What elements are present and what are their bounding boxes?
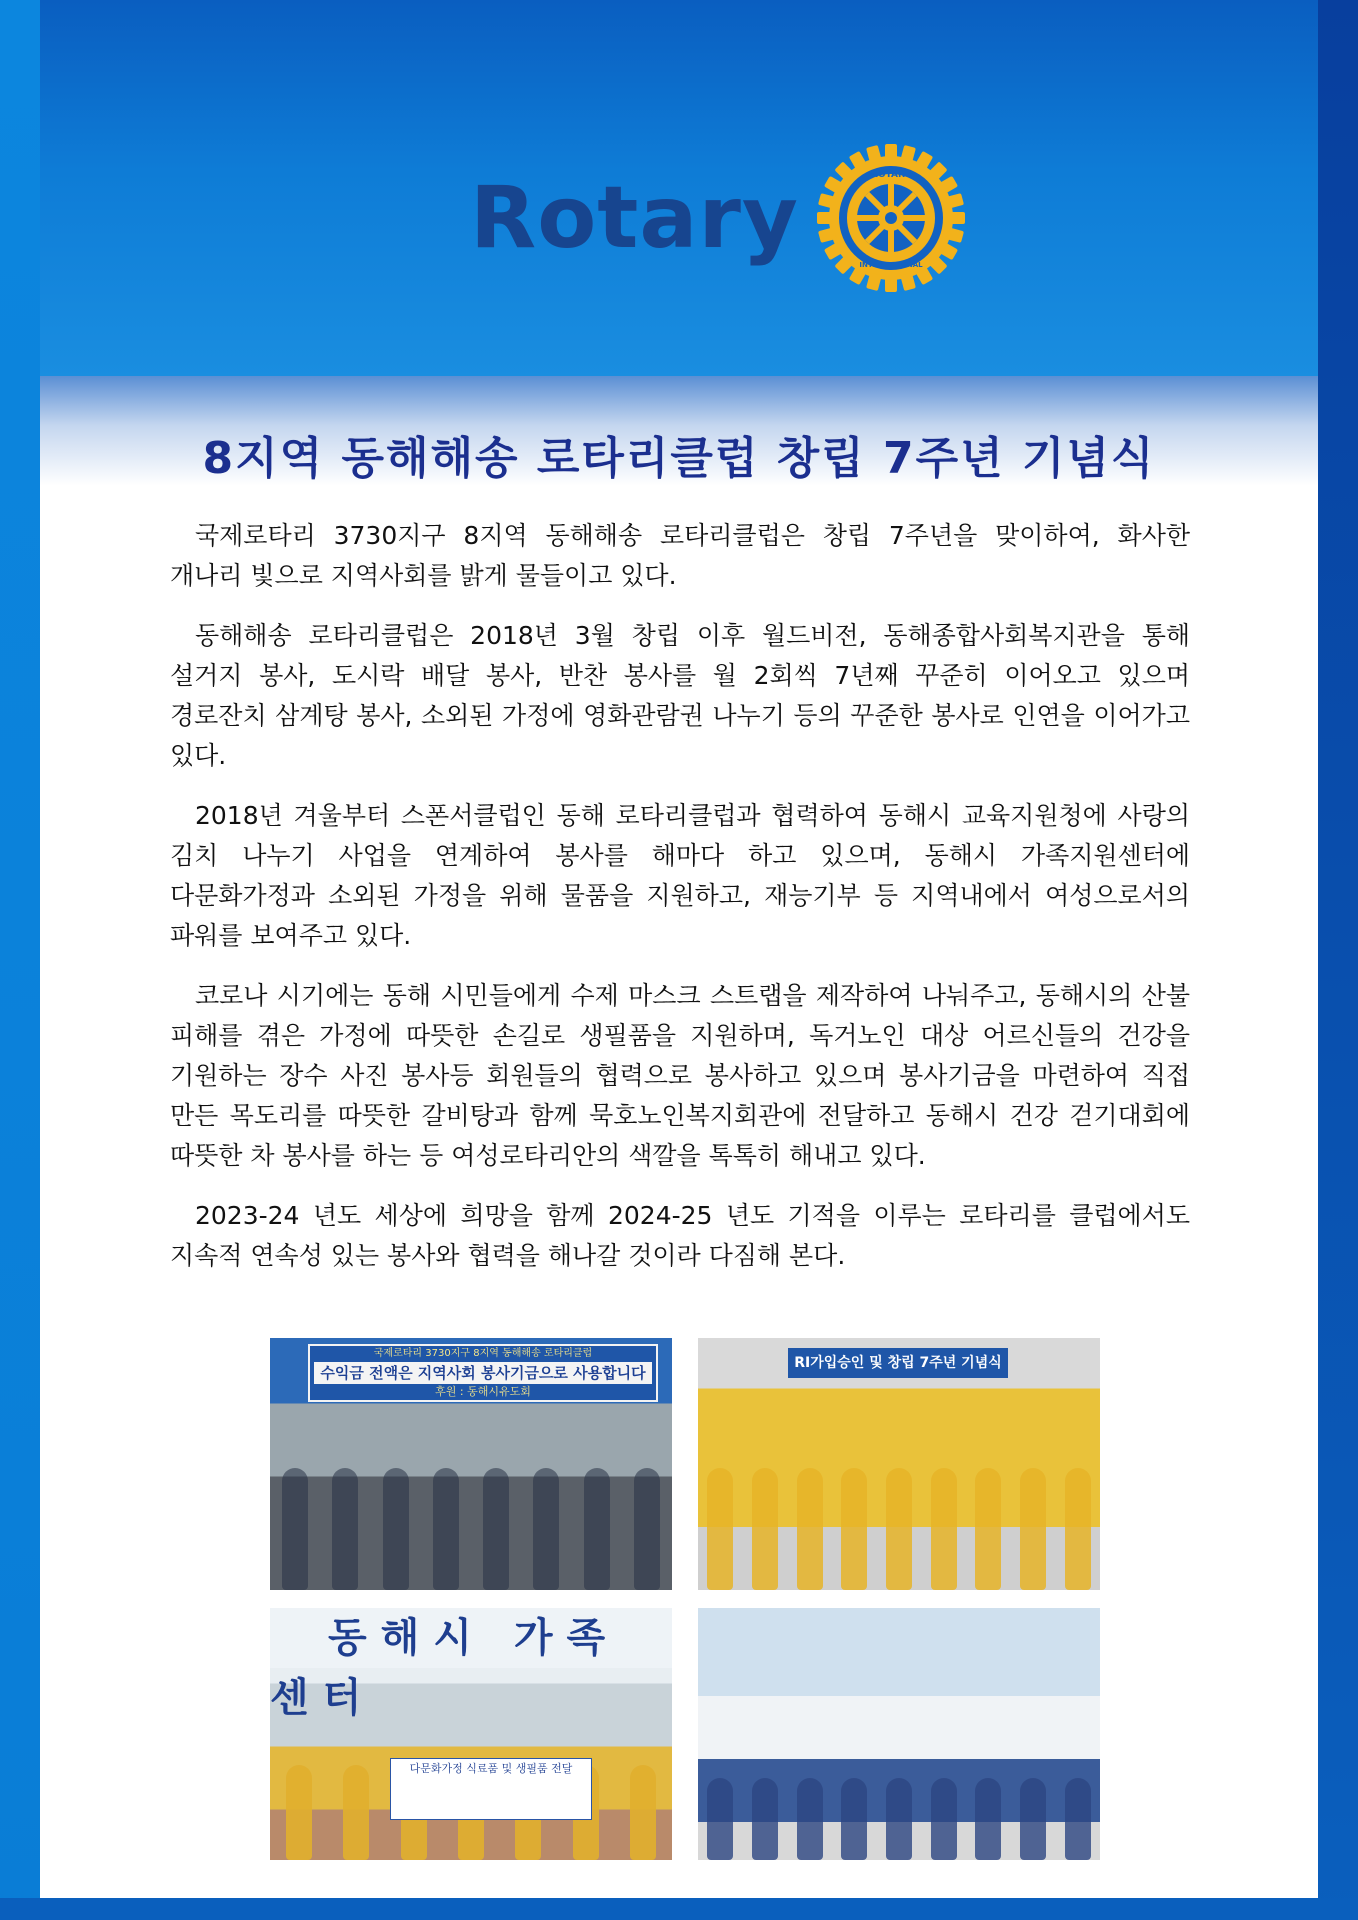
photo4-group (698, 1724, 1100, 1860)
photo2-group (698, 1454, 1100, 1590)
paragraph-2: 동해해송 로타리클럽은 2018년 3월 창립 이후 월드비전, 동해종합사회복지관을 통해 설거지 봉사, 도시락 배달 봉사, 반찬 봉사를 월 2회씩 7년째 꾸준히 이어오고 있으며 경로잔치 삼계탕 봉사, 소외된 가정에 영화관람권 나누기 등의 꾸준한 봉사로 인연을 이어가고 있다. (170, 621, 1190, 770)
photo1-banner-sub: 후원 : 동해시유도회 (435, 1385, 531, 1398)
paragraph-4: 코로나 시기에는 동해 시민들에게 수제 마스크 스트랩을 제작하여 나눠주고, 동해시의 산불 피해를 겪은 가정에 따뜻한 손길로 생필품을 지원하며, 독거노인 대상 어르신들의 건강을 기원하는 장수 사진 봉사등 회원들의 협력으로 봉사하고 있으며 봉사기금을 마련하여 직접 만든 목도리를 따뜻한 갈비탕과 함께 묵호노인복지회관에 전달하고 동해시 건강 걷기대회에 따뜻한 차 봉사를 하는 등 여성로타리안의 색깔을 톡톡히 해내고 있다. (170, 981, 1190, 1170)
photo1-banner-top: 국제로타리 3730지구 8지역 동해해송 로타리클럽 (373, 1348, 593, 1359)
frame-right (1318, 0, 1358, 1920)
photo-donation (698, 1608, 1100, 1860)
photo1-group (270, 1454, 672, 1590)
rotary-wheel-icon (815, 142, 967, 294)
photo1-banner-main: 수익금 전액은 지역사회 봉사기금으로 사용합니다 (314, 1362, 652, 1384)
rotary-logo (470, 138, 967, 298)
paragraph-3: 2018년 겨울부터 스폰서클럽인 동해 로타리클럽과 협력하여 동해시 교육지원청에 사랑의 김치 나누기 사업을 연계하여 봉사를 해마다 하고 있으며, 동해시 가족지원센터에 다문화가정과 소외된 가정을 위해 물품을 지원하고, 재능기부 등 지역내에서 여성으로서의 파워를 보여주고 있다. (170, 801, 1190, 950)
photo3-banner: 다문화가정 식료품 및 생필품 전달 (390, 1758, 592, 1820)
photo-fundraiser (270, 1338, 672, 1590)
photo3-sign: 동해시 가족 센터 (270, 1608, 672, 1668)
frame-left (0, 0, 40, 1920)
paragraph-5: 2023-24 년도 세상에 희망을 함께 2024-25 년도 기적을 이루는 로타리를 클럽에서도 지속적 연속성 있는 봉사와 협력을 해나갈 것이라 다짐해 본다. (170, 1201, 1190, 1270)
photo1-banner (308, 1344, 658, 1402)
frame-bottom (0, 1898, 1358, 1920)
photo-anniversary (698, 1338, 1100, 1590)
photo-family-center (270, 1608, 672, 1860)
rotary-wordmark: Rotary (470, 168, 799, 268)
article-body (170, 516, 1190, 1296)
paragraph-1: 국제로타리 3730지구 8지역 동해해송 로타리클럽은 창립 7주년을 맞이하여, 화사한 개나리 빛으로 지역사회를 밝게 물들이고 있다. (170, 521, 1190, 590)
wheel-ring-top: ROTARY (870, 170, 911, 180)
photo2-banner: RI가입승인 및 창립 7주년 기념식 (788, 1348, 1008, 1378)
article-title: 8지역 동해해송 로타리클럽 창립 7주년 기념식 (202, 433, 1156, 484)
wheel-ring-bottom: INTERNATIONAL (859, 261, 923, 269)
article-panel (40, 376, 1318, 1898)
photo-grid (270, 1338, 1100, 1858)
